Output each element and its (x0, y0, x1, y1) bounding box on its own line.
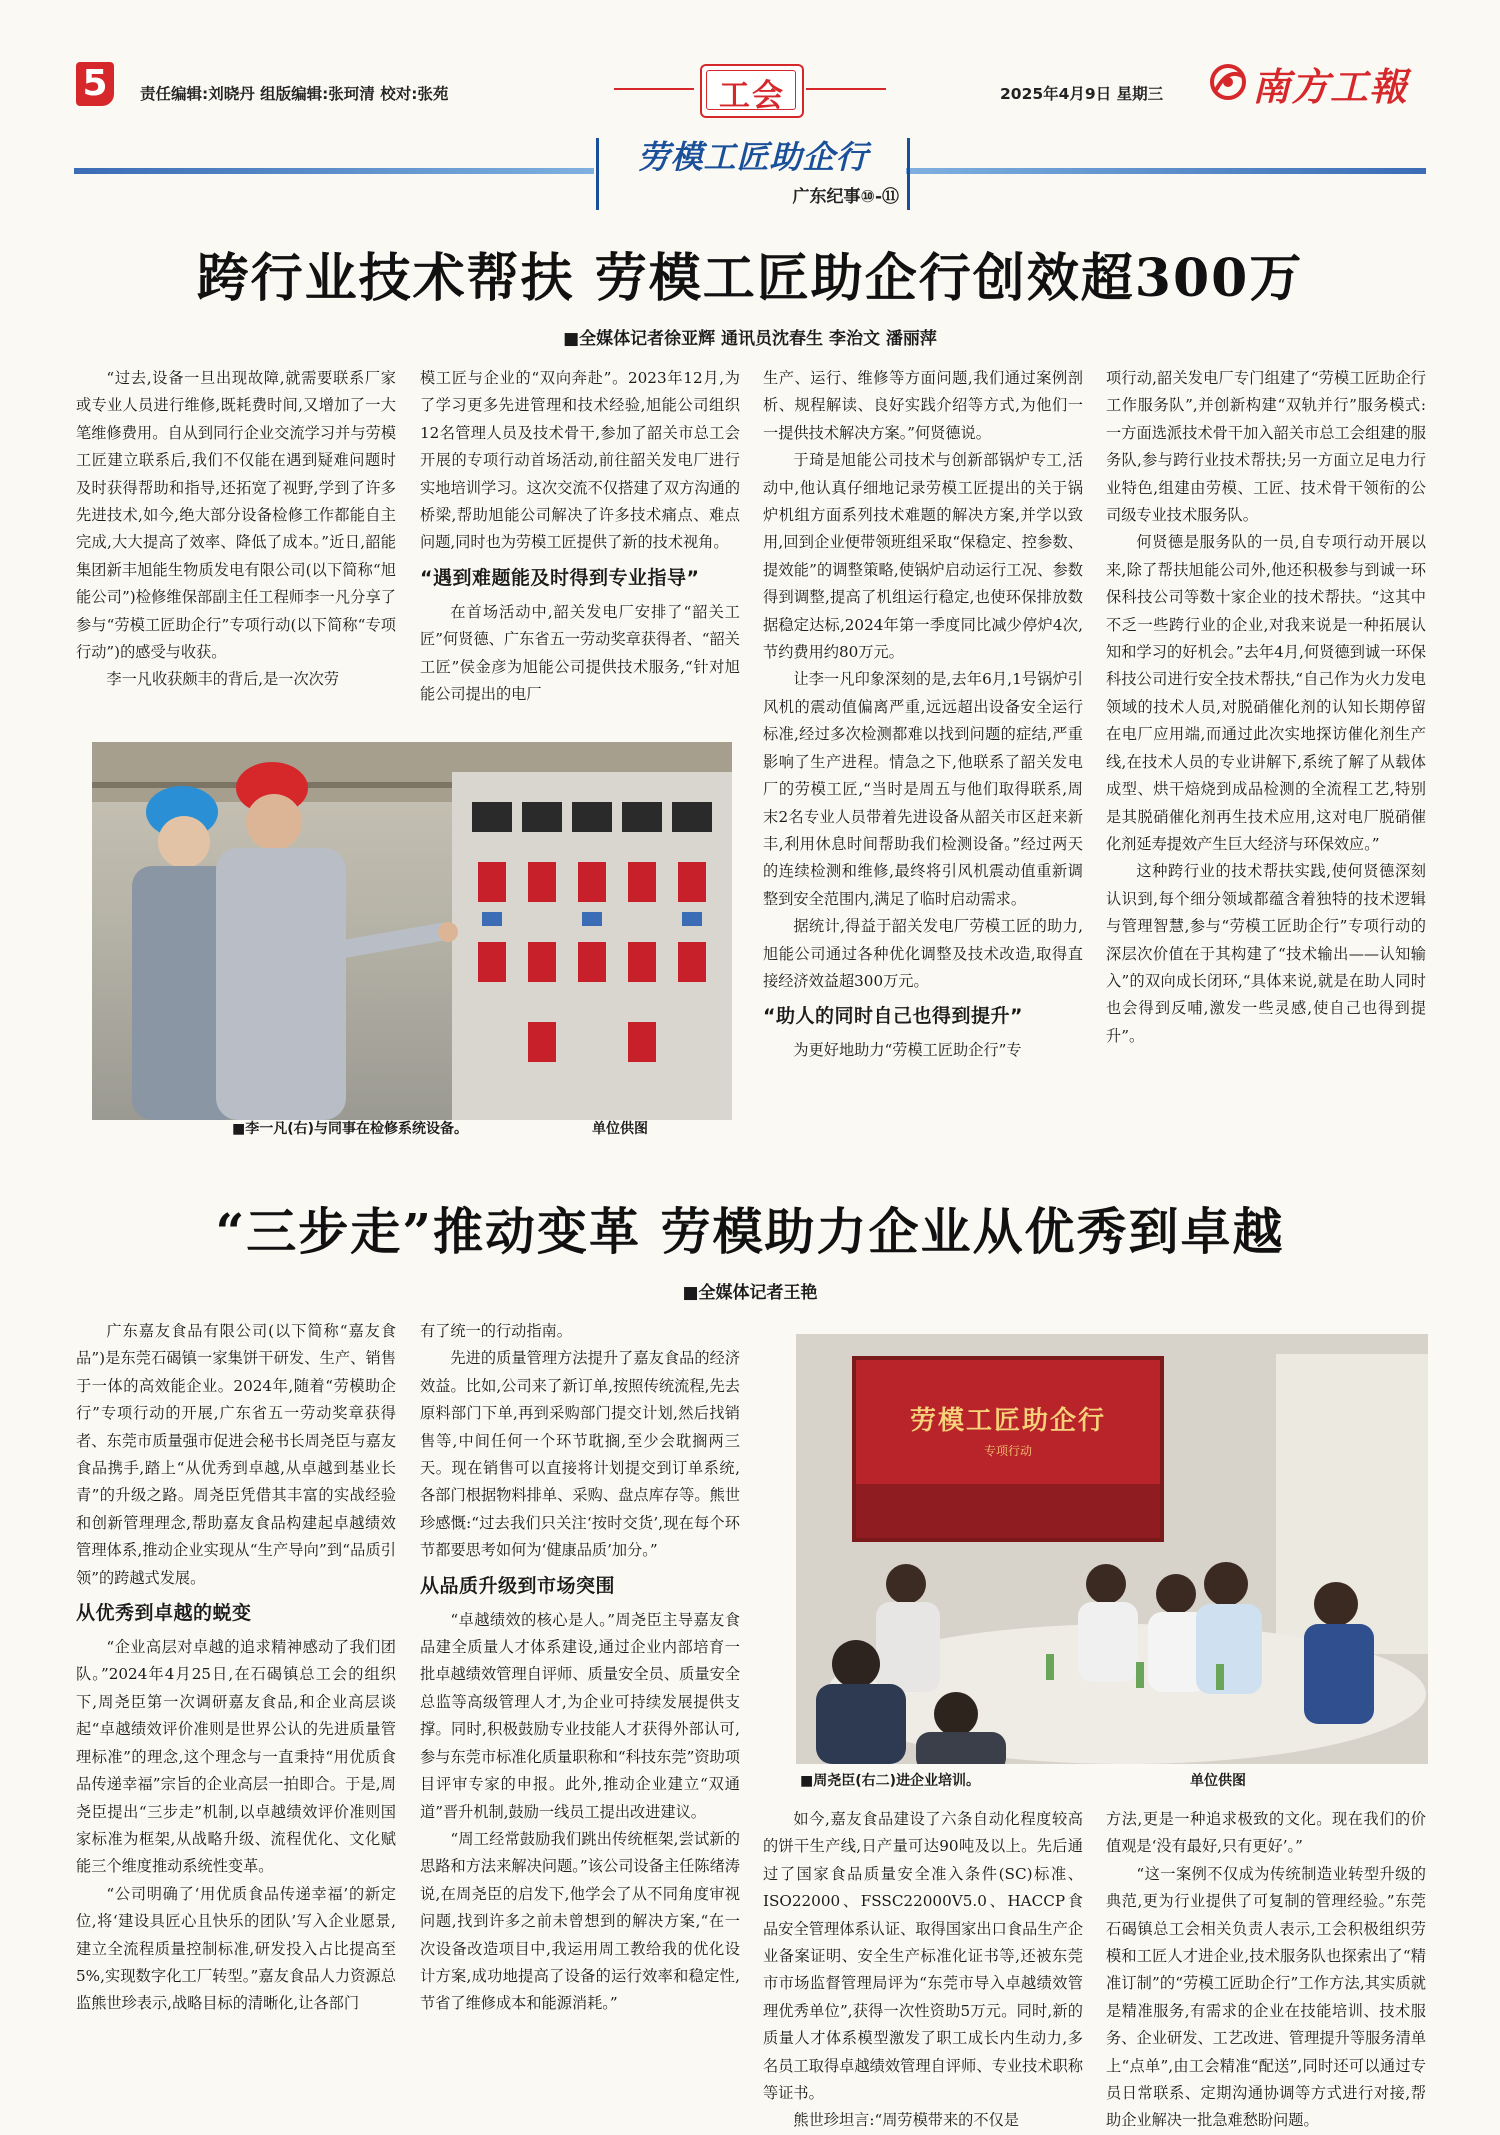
article2-subheading-1: 从优秀到卓越的蜕变 (76, 1602, 252, 1625)
article1-photo-caption: ■李一凡(右)与同事在检修系统设备。 (232, 1121, 469, 1137)
paragraph: 让李一凡印象深刻的是,去年6月,1号锅炉引风机的震动值偏离严重,远远超出设备安全运行标准,经过多次检测都难以找到问题的症结,严重影响了生产进程。情急之下,他联系了韶关发电厂的劳模工匠,“当时是周五与他们取得联系,周末2名专业人员带着先进设备从韶关市区赶来新丰,利用休息时间帮助我们检测设备。”经过两天的连续检测和维修,最终将引风机震动值重新调整到安全范围内,满足了临时启动需求。 (763, 670, 1083, 908)
page-number-badge: 5 (76, 62, 114, 106)
paragraph: 在首场活动中,韶关发电厂安排了“韶关工匠”何贤德、广东省五一劳动奖章获得者、“韶关工匠”侯金彦为旭能公司提供技术服务,“针对旭能公司提出的电厂 (420, 602, 740, 704)
article2-photo-credit: 单位供图 (1190, 1773, 1246, 1789)
article1-column-2 (420, 365, 740, 708)
article1-subheading-1: “遇到难题能及时得到专业指导” (420, 566, 700, 589)
section-title: 工会 (719, 78, 785, 114)
paragraph: “周工经常鼓励我们跳出传统框架,尝试新的思路和方法来解决问题。”该公司设备主任陈绪涛说,在周尧臣的启发下,他学会了从不同角度审视问题,找到许多之前未曾想到的解决方案,“在一次设备改造项目中,我运用周工教给我的优化设计方案,成功地提高了设备的运行效率和稳定性,节省了维修成本和能源消耗。” (420, 1829, 740, 2013)
issue-date: 2025年4月9日 星期三 (1000, 85, 1164, 103)
paragraph: “公司明确了‘用优质食品传递幸福’的新定位,将‘建设具匠心且快乐的团队’写入企业愿景,建立全流程质量控制标准,研发投入占比提高至5%,实现数字化工厂转型。”嘉友食品人力资源总监熊世珍表示,战略目标的清晰化,让各部门 (76, 1884, 396, 2013)
paragraph: 为更好地助力“劳模工匠助企行”专 (793, 1041, 1022, 1060)
article1-byline: ■全媒体记者徐亚辉 通讯员沈春生 李治文 潘丽萍 (563, 329, 937, 349)
header-rule (614, 88, 694, 90)
masthead-logo-icon (1208, 62, 1248, 102)
article1-photo-credit: 单位供图 (592, 1121, 648, 1137)
paragraph: 模工匠与企业的“双向奔赴”。2023年12月,为了学习更多先进管理和技术经验,旭能公司组织12名管理人员及技术骨干,参加了韶关市总工会开展的专项行动首场活动,前往韶关发电厂进行实地培训学习。这次交流不仅搭建了双方沟通的桥梁,帮助旭能公司解决了许多技术痛点、难点问题,同时也为劳模工匠提供了新的技术视角。 (420, 369, 740, 552)
paragraph: 广东嘉友食品有限公司(以下简称“嘉友食品”)是东莞石碣镇一家集饼干研发、生产、销售于一体的高效能企业。2024年,随着“劳模助企行”专项行动的开展,广东省五一劳动奖章获得者、东莞市质量强市促进会秘书长周尧臣与嘉友食品携手,踏上“从优秀到卓越,从卓越到基业长青”的升级之路。周尧臣凭借其丰富的实战经验和创新管理理念,帮助嘉友食品构建起卓越绩效管理体系,推动企业实现从“生产导向”到“品质引领”的跨越式发展。 (76, 1322, 396, 1587)
page-header (0, 0, 1500, 207)
paragraph: “企业高层对卓越的追求精神感动了我们团队。”2024年4月25日,在石碣镇总工会的组织下,周尧臣第一次调研嘉友食品,和企业高层谈起“卓越绩效评价准则是世界公认的先进质量管理标准”的理念,这个理念与一直秉持“用优质食品传递幸福”宗旨的企业高层一拍即合。于是,周尧臣提出“三步走”机制,以卓越绩效评价准则国家标准为框架,从战略升级、流程优化、文化赋能三个维度推动系统性变革。 (76, 1638, 396, 1876)
article1-subheading-2: “助人的同时自己也得到提升” (763, 1005, 1023, 1028)
photo-screen-title: 劳模工匠助企行 (909, 1406, 1106, 1436)
paragraph: 何贤德是服务队的一员,自专项行动开展以来,除了帮扶旭能公司外,他还积极参与到诚一环保科技公司等数十家企业的技术帮扶。“这其中不乏一些跨行业的企业,对我来说是一种拓展认知和学习的好机会。”去年4月,何贤德到诚一环保科技公司进行安全技术帮扶,“自己作为火力发电领域的技术人员,对脱硝催化剂的认知长期停留在电厂应用端,而通过此次实地探访催化剂生产线,在技术人员的专业讲解下,系统了解了从载体成型、烘干焙烧到成品检测的全流程工艺,特别是其脱硝催化剂再生技术应用,这对电厂脱硝催化剂延寿提效产生巨大经济与环保效应。” (1106, 533, 1426, 853)
section-badge (700, 64, 804, 118)
article2-headline: “三步走”推动变革 劳模助力企业从优秀到卓越 (215, 1202, 1285, 1261)
article1-column-4 (1106, 365, 1426, 1050)
column-banner-box (596, 138, 910, 210)
masthead-title: 南方工報 (1252, 64, 1409, 109)
article1-column-1 (76, 365, 396, 694)
column-banner-title: 劳模工匠助企行 (637, 138, 869, 176)
paragraph: 李一凡收获颇丰的背后,是一次次劳 (106, 670, 340, 689)
article2-photo-caption: ■周尧臣(右二)进企业培训。 (800, 1773, 981, 1789)
paragraph: 生产、运行、维修等方面问题,我们通过案例剖析、规程解读、良好实践介绍等方式,为他们一一提供技术解决方案。”何贤德说。 (763, 369, 1083, 442)
article2-photo (796, 1334, 1428, 1764)
photo-screen-subtitle: 专项行动 (983, 1444, 1032, 1458)
paragraph: 如今,嘉友食品建设了六条自动化程度较高的饼干生产线,日产量可达90吨及以上。先后通过了国家食品质量安全准入条件(SC)标准、ISO22000、FSSC22000V5.0、HACCP食品安全管理体系认证、取得国家出口食品生产企业备案证明、安全生产标准化证书等,还被东莞市市场监督管理局评为“东莞市导入卓越绩效管理优秀单位”,获得一次性资助5万元。同时,新的质量人才体系模型激发了职工成长内生动力,多名员工取得卓越绩效管理自评师、专业技术职称等证书。 (763, 1810, 1083, 2103)
article2-column-1 (76, 1318, 396, 2018)
paragraph: “过去,设备一旦出现故障,就需要联系厂家或专业人员进行维修,既耗费时间,又增加了一大笔维修费用。自从到同行企业交流学习并与劳模工匠建立联系后,我们不仅能在遇到疑难问题时及时获得帮助和指导,还拓宽了视野,学到了许多先进技术,如今,绝大部分设备检修工作都能自主完成,大大提高了效率、降低了成本。”近日,韶能集团新丰旭能生物质发电有限公司(以下简称“旭能公司”)检修维保部副主任工程师李一凡分享了参与“劳模工匠助企行”专项行动(以下简称“专项行动”)的感受与收获。 (76, 369, 396, 662)
article2-subheading-2: 从品质升级到市场突围 (420, 1574, 616, 1597)
article2-column-4 (1106, 1806, 1426, 2135)
paragraph: 这种跨行业的技术帮扶实践,使何贤德深刻认识到,每个细分领域都蕴含着独特的技术逻辑与管理智慧,参与“劳模工匠助企行”专项行动的深层次价值在于其构建了“技术输出——认知输入”的双向成长闭环,“具体来说,就是在助人同时也会得到反哺,激发一些灵感,使自己也得到提升”。 (1106, 862, 1426, 1045)
paragraph: 方法,更是一种追求极致的文化。现在我们的价值观是‘没有最好,只有更好’。” (1106, 1810, 1426, 1856)
paragraph: 熊世珍坦言:“周劳模带来的不仅是 (793, 2111, 1019, 2130)
paragraph: 项行动,韶关发电厂专门组建了“劳模工匠助企行工作服务队”,并创新构建“双轨并行”服务模式:一方面选派技术骨干加入韶关市总工会组建的服务队,参与跨行业技术帮扶;另一方面立足电力行业特色,组建由劳模、工匠、技术骨干领衔的公司级专业技术服务队。 (1106, 369, 1426, 525)
paragraph: “卓越绩效的核心是人。”周尧臣主导嘉友食品建全质量人才体系建设,通过企业内部培育一批卓越绩效管理自评师、质量安全员、质量安全总监等高级管理人才,为企业可持续发展提供支撑。同时,积极鼓励专业技能人才获得外部认可,参与东莞市标准化质量职称和“科技东莞”资助项目评审专家的申报。此外,推动企业建立“双通道”晋升机制,鼓励一线员工提出改进建议。 (420, 1610, 740, 1821)
paragraph: 先进的质量管理方法提升了嘉友食品的经济效益。比如,公司来了新订单,按照传统流程,先去原料部门下单,再到采购部门提交计划,然后找销售等,中间任何一个环节耽搁,至少会耽搁两三天。现在销售可以直接将计划提交到订单系统,各部门根据物料排单、采购、盘点库存等。熊世珍感慨:“过去我们只关注‘按时交货’,现在每个环节都要思考如何为‘健康品质’加分。” (420, 1349, 740, 1560)
paragraph: 有了统一的行动指南。 (420, 1322, 572, 1340)
paragraph: 据统计,得益于韶关发电厂劳模工匠的助力,旭能公司通过各种优化调整及技术改造,取得直接经济效益超300万元。 (763, 917, 1083, 990)
column-banner-series: 广东纪事⑩-⑪ (792, 187, 899, 207)
article2-column-2 (420, 1318, 740, 2018)
paragraph: “这一案例不仅成为传统制造业转型升级的典范,更为行业提供了可复制的管理经验。”东莞石碣镇总工会相关负责人表示,工会积极组织劳模和工匠人才进企业,技术服务队也探索出了“精准订制”的“劳模工匠助企行”工作方法,其实质就是精准服务,有需求的企业在技能培训、技术服务、企业研发、工艺改进、管理提升等服务清单上“点单”,由工会精准“配送”,同时还可以通过专员日常联系、定期沟通协调等方式进行对接,帮助企业解决一批急难愁盼问题。 (1106, 1864, 1426, 2130)
paragraph: 于琦是旭能公司技术与创新部锅炉专工,活动中,他认真仔细地记录劳模工匠提出的关于锅炉机组方面系列技术难题的解决方案,并学以致用,回到企业便带领班组采取“保稳定、控参数、提效能”的调整策略,使锅炉启动运行工况、参数得到调整,提高了机组运行稳定,也使环保排放数据稳定达标,2024年第一季度同比减少停炉4次,节约费用约80万元。 (763, 451, 1083, 662)
article2-byline: ■全媒体记者王艳 (682, 1283, 818, 1303)
editors-line: 责任编辑:刘晓丹 组版编辑:张珂清 校对:张苑 (140, 85, 449, 103)
article2-column-3 (763, 1806, 1083, 2135)
article1-column-3 (763, 365, 1083, 1065)
article1-headline: 跨行业技术帮扶 劳模工匠助企行创效超300万 (196, 248, 1304, 309)
article1-photo (92, 742, 732, 1120)
